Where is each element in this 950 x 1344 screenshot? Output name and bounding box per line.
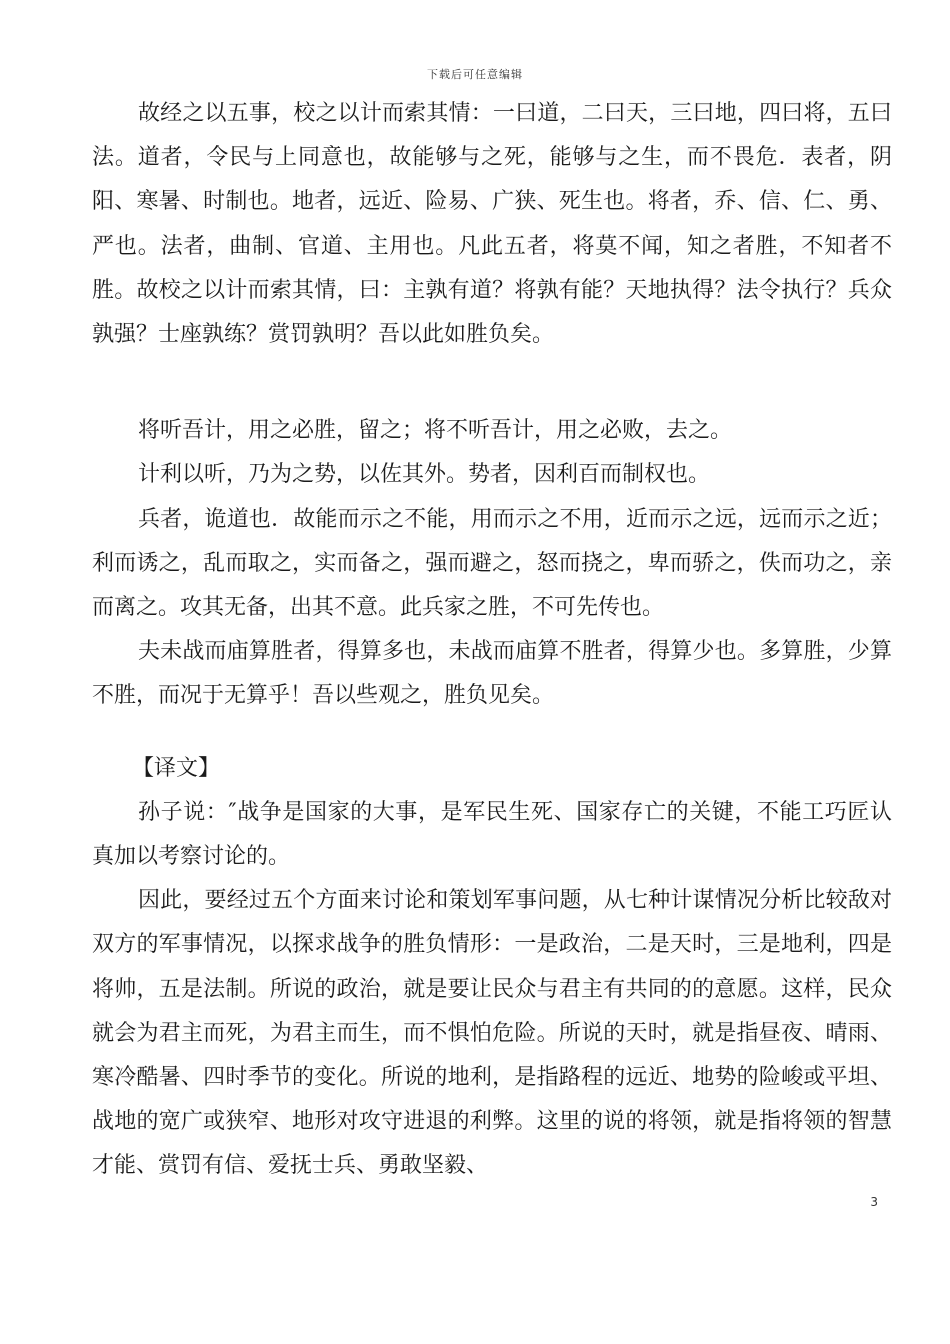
original-paragraph-momentum: 计利以听，乃为之势，以佐其外。势者，因利百而制权也。 xyxy=(138,462,711,488)
translation-heading: 【译文】 xyxy=(132,755,221,781)
page-header: 下载后可任意编辑 xyxy=(427,68,523,81)
paragraph-spacer xyxy=(92,357,892,409)
translation-paragraph-five-factors: 因此，要经过五个方面来讨论和策划军事问题，从七种计谋情况分析比较敌对双方的军事情况，以探求战争的胜负情形：一是政治，二是天时，三是地利，四是将帅，五是法制。所说的政治，就是要让民众与君主有共同的的意愿。这样，民众就会为君主而死，为君主而生，而不惧怕危险。所说的天时，就是指昼夜、晴雨、寒冷酷暑、四时季节的变化。所说的地利，是指路程的远近、地势的险峻或平坦、战地的宽广或狭窄、地形对攻守进退的利弊。这里的说的将领，就是指将领的智慧才能、赏罚有信、爱抚士兵、勇敢坚毅、 xyxy=(92,888,892,1179)
original-paragraph-listen: 将听吾计，用之必胜，留之；将不听吾计，用之必败，去之。 xyxy=(138,418,733,444)
original-paragraph-deception: 兵者，诡道也．故能而示之不能，用而示之不用，近而示之远，远而示之近；利而诱之，乱而取之，实而备之，强而避之，怒而挠之，卑而骄之，佚而功之，亲而离之。攻其无备，出其不意。此兵家之胜，不可先传也。 xyxy=(92,506,892,621)
original-paragraph-five-factors: 故经之以五事，校之以计而索其情：一曰道，二曰天，三曰地，四曰将，五曰法。道者，令民与上同意也，故能够与之死，能够与之生，而不畏危．表者，阴阳、寒暑、时制也。地者，远近、险易、广狭、死生也。将者，乔、信、仁、勇、严也。法者，曲制、官道、主用也。凡此五者，将莫不闻，知之者胜，不知者不胜。故校之以计而索其情，曰：主孰有道？将孰有能？天地执得？法令执行？兵众孰强？士座孰练？赏罚孰明？吾以此如胜负矣。 xyxy=(92,101,892,348)
paragraph-spacer xyxy=(92,719,892,747)
original-paragraph-calculation: 夫未战而庙算胜者，得算多也，未战而庙算不胜者，得算少也。多算胜，少算不胜，而况于无算乎！吾以些观之，胜负见矣。 xyxy=(92,639,892,709)
page-number: 3 xyxy=(870,1195,878,1209)
translation-paragraph-intro: 孙子说：″战争是国家的大事，是军民生死、国家存亡的关键，不能工巧匠认真加以考察讨论的。 xyxy=(92,799,892,870)
document-body xyxy=(92,92,892,1189)
